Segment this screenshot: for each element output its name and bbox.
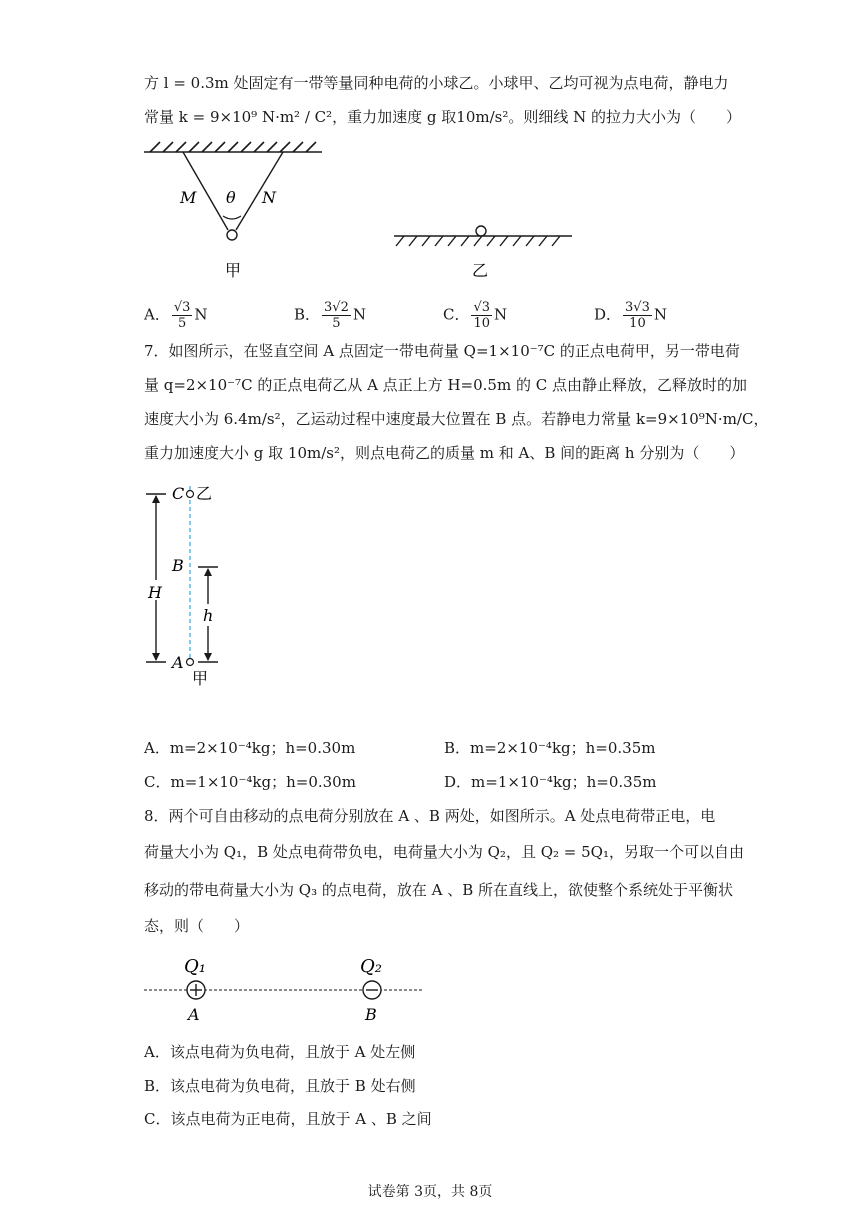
label-yi: 乙 [472, 261, 489, 280]
q7-line-3: 速度大小为 6.4m/s²，乙运动过程中速度最大位置在 B 点。若静电力常量 k=9×10⁹N·m/C， [144, 410, 769, 428]
page-footer: 试卷第 3页，共 8页 [367, 1184, 493, 1200]
label-m: M [180, 188, 197, 207]
label-theta: θ [226, 188, 236, 207]
q7-option-b: B．m=2×10⁻⁴kg；h=0.35m [444, 739, 656, 757]
label-q2: Q₂ [360, 956, 382, 977]
option-letter: C． [443, 305, 470, 324]
label-jia: 甲 [225, 261, 242, 280]
label-c-yi: 乙 [196, 484, 213, 503]
q7-option-c: C．m=1×10⁻⁴kg；h=0.30m [144, 773, 356, 791]
label-a-jia: 甲 [192, 669, 209, 688]
q7-line-4: 重力加速度大小 g 取 10m/s²，则点电荷乙的质量 m 和 A、B 间的距离 h 分别为（ ） [144, 444, 745, 462]
q8-option-b: B．该点电荷为负电荷，且放于 B 处右侧 [144, 1077, 416, 1095]
q7-line-1: 7．如图所示，在竖直空间 A 点固定一带电荷量 Q=1×10⁻⁷C 的正点电荷甲，另一带电荷 [144, 342, 740, 360]
fraction-denominator: 5 [177, 316, 187, 331]
label-b: B [172, 556, 184, 575]
fraction-denominator: 10 [473, 316, 491, 331]
fraction-numerator: 3√2 [324, 300, 349, 315]
label-point-b: B [365, 1005, 377, 1024]
option-unit: N [194, 305, 208, 324]
label-big-h: H [148, 583, 162, 602]
fraction-numerator: 3√3 [625, 300, 650, 315]
label-n: N [262, 188, 276, 207]
label-a: A [172, 653, 184, 672]
option-letter: D． [594, 305, 622, 324]
label-point-a: A [188, 1005, 200, 1024]
q7-option-d: D．m=1×10⁻⁴kg；h=0.35m [444, 773, 657, 791]
option-unit: N [494, 305, 508, 324]
q8-option-c: C．该点电荷为正电荷，且放于 A 、B 之间 [144, 1110, 432, 1128]
label-small-h: h [203, 606, 214, 625]
fraction-denominator: 10 [629, 316, 646, 331]
fraction-numerator: √3 [173, 300, 191, 315]
q6-line-2: 常量 k = 9×10⁹ N·m² / C²，重力加速度 g 取10m/s²。则细线 N 的拉力大小为（ ） [144, 108, 742, 126]
fraction-numerator: √3 [473, 300, 491, 315]
q7-line-2: 量 q=2×10⁻⁷C 的正点电荷乙从 A 点正上方 H=0.5m 的 C 点由静止释放，乙释放时的加 [144, 376, 747, 394]
option-letter: A． [144, 305, 170, 324]
q8-option-a: A．该点电荷为负电荷，且放于 A 处左侧 [144, 1043, 416, 1061]
option-unit: N [653, 305, 667, 324]
q8-line-3: 移动的带电荷量大小为 Q₃ 的点电荷，放在 A 、B 所在直线上，欲使整个系统处于平衡状 [144, 881, 734, 899]
q7-option-a: A．m=2×10⁻⁴kg；h=0.30m [144, 739, 356, 757]
label-c: C [172, 484, 185, 503]
label-q1: Q₁ [184, 956, 206, 977]
option-letter: B． [294, 305, 321, 324]
q8-line-1: 8．两个可自由移动的点电荷分别放在 A 、B 两处，如图所示。A 处点电荷带正电，电 [144, 807, 716, 825]
option-unit: N [352, 305, 366, 324]
q6-line-1: 方 l = 0.3m 处固定有一带等量同种电荷的小球乙。小球甲、乙均可视为点电荷，静电力 [144, 74, 729, 92]
fraction-denominator: 5 [332, 316, 341, 331]
q8-line-2: 荷量大小为 Q₁，B 处点电荷带负电，电荷量大小为 Q₂，且 Q₂ = 5Q₁，另取一个可以自由 [144, 843, 744, 861]
q8-line-4: 态，则（ ） [144, 917, 250, 935]
